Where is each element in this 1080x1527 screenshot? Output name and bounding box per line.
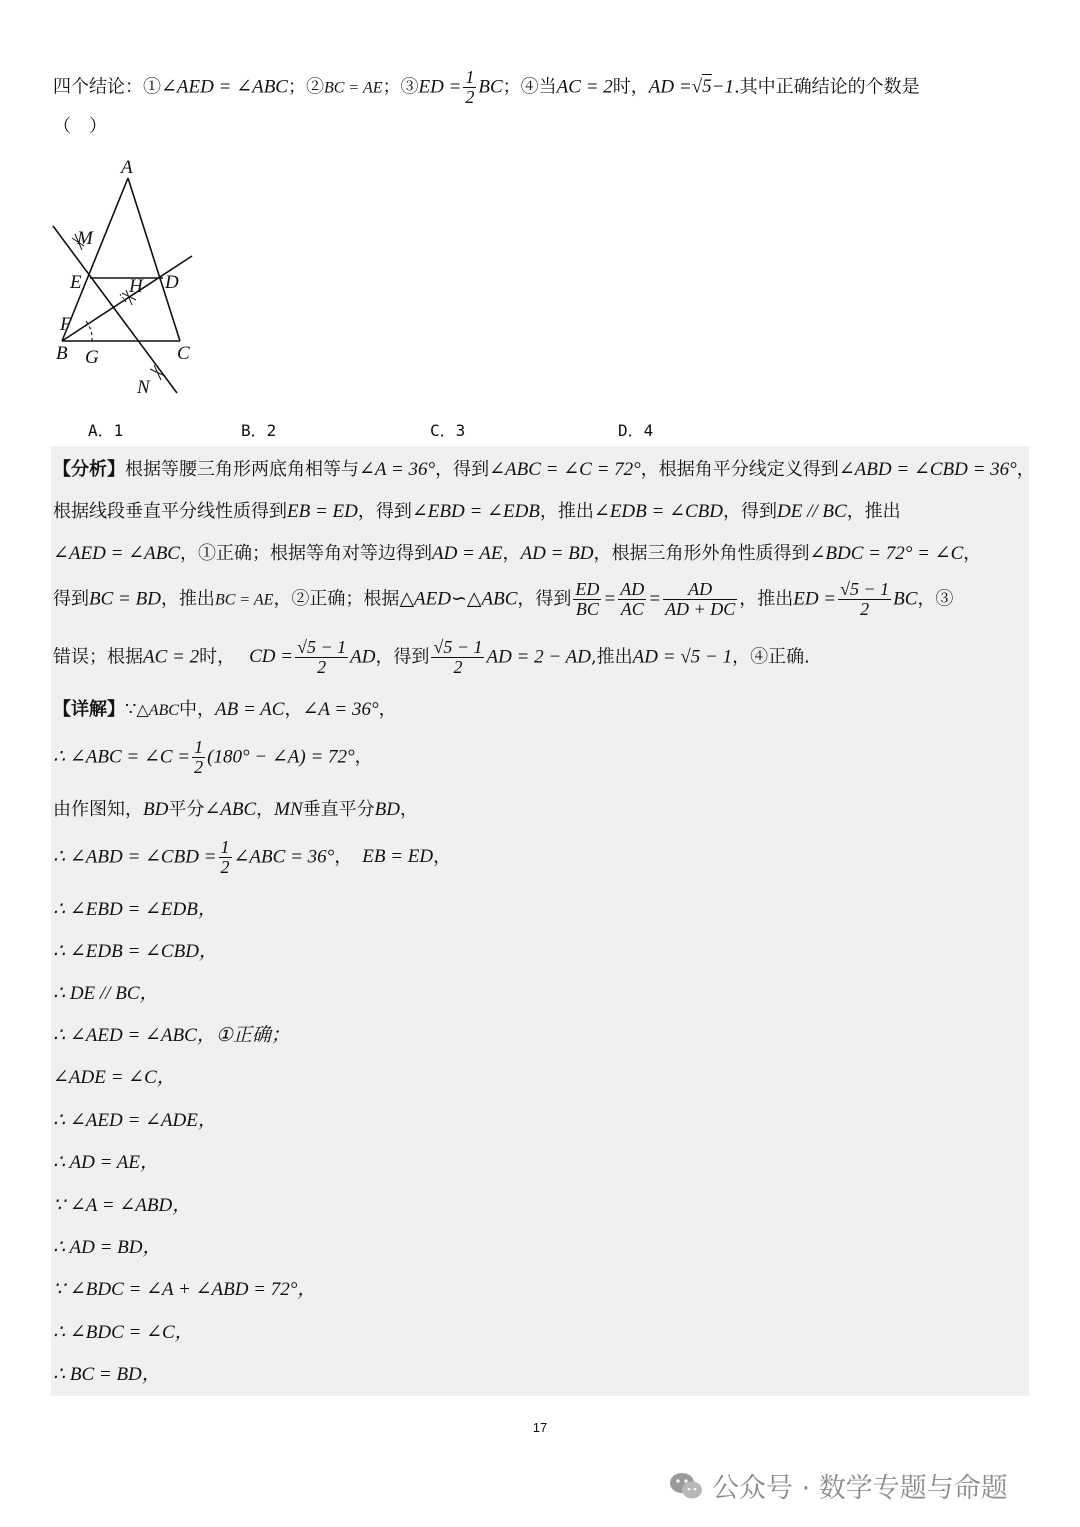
fraction-ad-ac: $\frac{AD}{AC}$ [620, 579, 645, 619]
conclusion-2: BC = AE [323, 79, 383, 97]
page-number: 17 [532, 1420, 548, 1435]
step-12: ∴ BC = BD， [53, 1364, 161, 1385]
analysis-line-2: 根据线段垂直平分线性质得到EB = ED，得到∠EBD = ∠EDB，推出∠EDB = ∠CBD，得到DE // BC，推出 [53, 501, 901, 522]
step-2: ∴ ∠EDB = ∠CBD， [53, 941, 218, 962]
option-a: A．1 [88, 421, 124, 440]
detail-line-1: 【详解】∵△ABC中，AB = AC，∠A = 36°， [53, 699, 397, 720]
fraction-half: $\frac{1}{2}$ [465, 67, 475, 107]
step-5: ∠ADE = ∠C， [53, 1067, 176, 1088]
answer-blank: （ ） [53, 116, 107, 137]
analysis-line-3: ∠AED = ∠ABC，①正确；根据等角对等边得到AD = AE，AD = BD，根据三角形外角性质得到∠BDC = 72° = ∠C， [53, 543, 982, 564]
option-d: D．4 [618, 421, 654, 440]
fraction-ad-sum: $\frac{AD}{AD + DC}$ [665, 579, 736, 619]
step-4: ∴ ∠AED = ∠ABC，①正确； [53, 1025, 290, 1046]
step-10: ∵ ∠BDC = ∠A + ∠ABD = 72°， [53, 1279, 317, 1300]
option-c: C．3 [430, 421, 466, 440]
detail-line-3: 由作图知，BD平分∠ABC，MN垂直平分BD， [53, 799, 418, 820]
step-1: ∴ ∠EBD = ∠EDB， [53, 899, 217, 920]
step-11: ∴ ∠BDC = ∠C， [53, 1322, 194, 1343]
detail-line-4: ∴ ∠ABD = ∠CBD = $\frac{1}{2}$ ∠ABC = 36°， EB = ED， [53, 837, 452, 877]
label-C: C [177, 343, 190, 364]
analysis-line-4: 得到BC = BD，推出BC = AE，②正确；根据△AED∽△ABC，得到 $\frac{ED}{BC}$ = $\frac{AD}{AC}$ = $\frac{AD}{AD + DC}$ ，推出ED = $\frac{√5 - 1}{2}$ BC，③ [53, 579, 954, 619]
conclusion-4-condition: AC = 2 [556, 76, 613, 98]
label-D: D [165, 272, 179, 293]
label-A: A [121, 157, 133, 178]
analysis-line-5: 错误；根据AC = 2时， CD = $\frac{√5 - 1}{2}$ AD，得到 $\frac{√5 - 1}{2}$ AD = 2 − AD,推出AD = √5 − 1，④正确. [53, 637, 810, 677]
label-F: F [60, 314, 72, 335]
analysis-line-1: 【分析】根据等腰三角形两底角相等与∠A = 36°，得到∠ABC = ∠C = 72°，根据角平分线定义得到∠ABD = ∠CBD = 36°， [53, 459, 1035, 480]
sqrt-sign: √ [691, 76, 703, 98]
label-E: E [70, 272, 82, 293]
label-G: G [85, 347, 99, 368]
question-line: 四个结论：①∠AED = ∠ABC；②BC = AE；③ED = $\frac{1}{2}$ BC；④当AC = 2时，AD =√5−1.其中正确结论的个数是 [53, 67, 920, 107]
label-M: M [77, 228, 93, 249]
step-8: ∵ ∠A = ∠ABD， [53, 1195, 192, 1216]
label-H: H [129, 276, 143, 297]
fraction-ed-bc: $\frac{ED}{BC}$ [575, 579, 600, 619]
watermark-text: 公众号 · 数学专题与命题 [712, 1473, 1008, 1504]
option-b: B．2 [241, 421, 277, 440]
fraction-cd: $\frac{√5 - 1}{2}$ [297, 637, 347, 677]
conclusion-3-lhs: ED = [418, 76, 462, 98]
label-B: B [56, 343, 68, 364]
conclusion-1: ∠AED = ∠ABC [161, 76, 288, 98]
fraction-ad: $\frac{√5 - 1}{2}$ [433, 637, 483, 677]
step-6: ∴ ∠AED = ∠ADE， [53, 1110, 217, 1131]
label-N: N [137, 377, 150, 398]
watermark [668, 1466, 1008, 1505]
fraction-golden: $\frac{√5 - 1}{2}$ [840, 579, 890, 619]
wechat-icon [668, 1470, 704, 1502]
geometry-figure [50, 150, 210, 410]
step-3: ∴ DE // BC， [53, 983, 159, 1004]
detail-line-2: ∴ ∠ABC = ∠C = $\frac{1}{2}$ (180° − ∠A) = 72°， [53, 737, 373, 777]
step-7: ∴ AD = AE， [53, 1152, 160, 1173]
step-9: ∴ AD = BD， [53, 1237, 162, 1258]
